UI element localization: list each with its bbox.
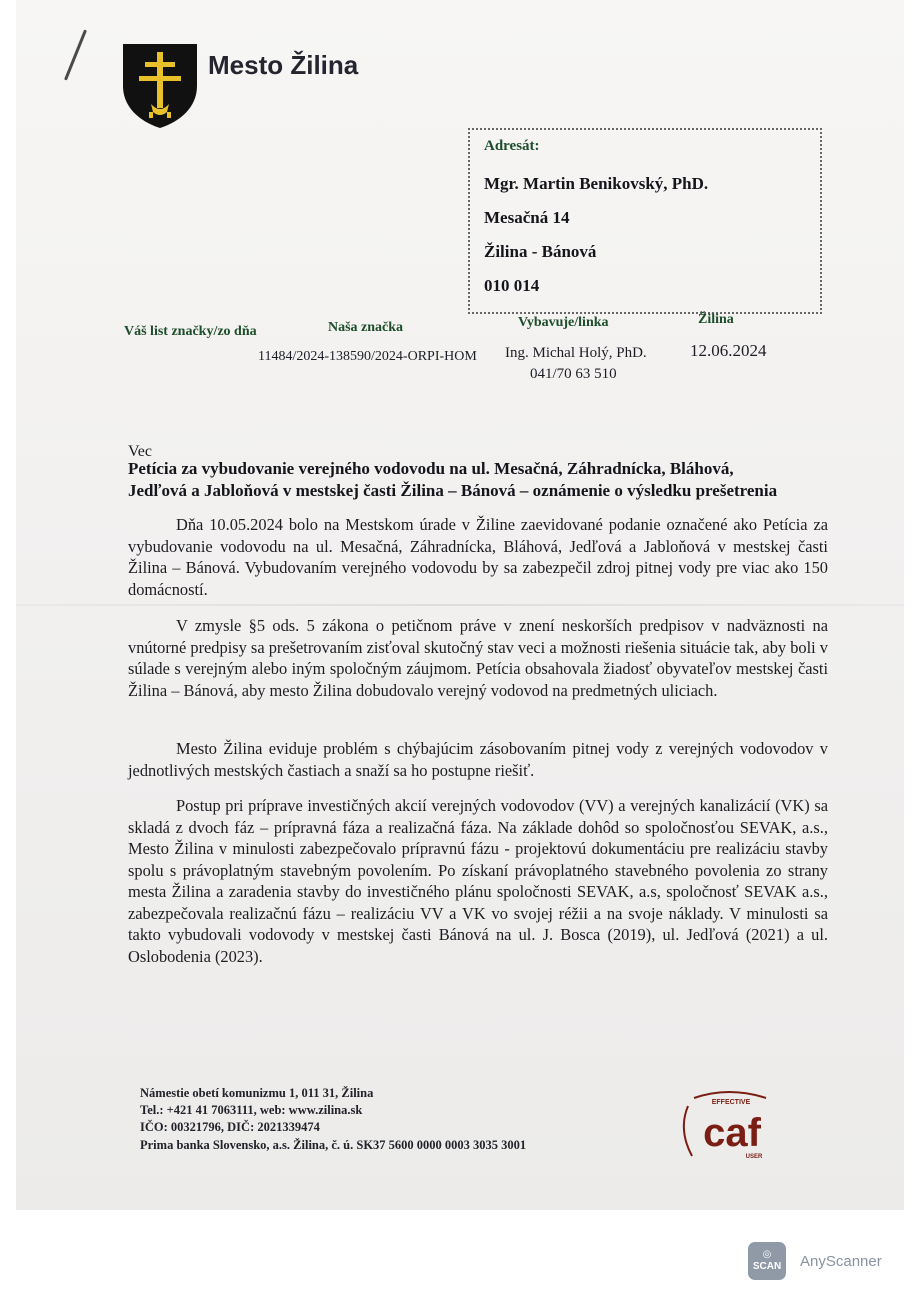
footer-bank: Prima banka Slovensko, a.s. Žilina, č. ú. SK37 5600 0000 0003 3035 3001 <box>140 1138 527 1152</box>
city-crest-icon <box>121 42 199 130</box>
scanner-brand: AnyScanner <box>800 1252 882 1270</box>
addressee-box <box>468 128 822 314</box>
footer-contact: Tel.: +421 41 7063111, web: www.zilina.sk <box>140 1103 363 1117</box>
pen-mark <box>64 29 87 80</box>
addressee-label: Adresát: <box>484 138 540 154</box>
svg-text:USER: USER <box>745 1154 763 1160</box>
subject-line-1: Petícia za vybudovanie verejného vodovodu na ul. Mesačná, Záhradnícka, Bláhová, <box>128 459 734 478</box>
body-paragraph-1: Dňa 10.05.2024 bolo na Mestskom úrade v Žiline zaevidované podanie označené ako Petícia za vybudovanie vodovodu na ul. Mesačná, Záhradnícka, Bláhová, Jedľová a Jabloňová v mestskej časti Žilina – Bánová. Vybudovaním verejného vodovodu by sa zabezpečil zdroj pitnej vody pre viac ako 150 domácností. <box>128 515 828 599</box>
our-ref-label: Naša značka <box>328 320 404 335</box>
subject-keyword: Vec <box>128 443 152 460</box>
place-label: Žilina <box>698 312 734 327</box>
scanner-watermark <box>748 1241 882 1281</box>
subject-line-2: Jedľová a Jabloňová v mestskej časti Žilina – Bánová – oznámenie o výsledku prešetrenia <box>128 481 778 500</box>
letter-page <box>16 0 904 1210</box>
paper-fold <box>16 604 904 606</box>
handled-by-label: Vybavuje/linka <box>518 315 609 330</box>
svg-text:caf: caf <box>703 1111 761 1155</box>
body-paragraph-3: Mesto Žilina eviduje problém s chýbajúcim zásobovaním pitnej vody z verejných vodovodov v jednotlivých mestských častiach a snaží sa ho postupne riešiť. <box>128 739 828 780</box>
footer-address: Námestie obetí komunizmu 1, 011 31, Žilina <box>140 1086 374 1100</box>
addressee-postal-code: 010 014 <box>484 276 540 295</box>
addressee-city: Žilina - Bánová <box>484 242 597 261</box>
handled-by-phone: 041/70 63 510 <box>530 366 617 382</box>
caf-logo-icon <box>674 1090 784 1166</box>
our-ref-value: 11484/2024-138590/2024-ORPI-HOM <box>258 349 477 364</box>
addressee-name: Mgr. Martin Benikovský, PhD. <box>484 174 709 193</box>
body-paragraph-4: Postup pri príprave investičných akcií verejných vodovodov (VV) a verejných kanalizácií (VK) sa skladá z dvoch fáz – prípravná fáza a realizačná fáza. Na základe dohôd so spoločnosťou SEVAK, a.s., Mesto Žilina v minulosti zabezpečovalo prípravnú fázu - projektovú dokumentáciu pre realizáciu stavby spolu s právoplatným stavebným povolením. Po získaní právoplatného stavebného povolenia zo strany mesta Žilina a zaradenia stavby do investičného plánu spoločnosti SEVAK, a.s, spoločnosť SEVAK a.s., zabezpečovala realizačnú fázu – realizáciu VV a VK vo svojej réžii a na svoje náklady. V minulosti sa takto vybudovali vodovody v mestskej časti Bánová na ul. J. Bosca (2019), ul. Jedľová (2021) a ul. Oslobodenia (2023). <box>128 796 828 966</box>
your-letter-label: Váš list značky/zo dňa <box>124 324 257 339</box>
handled-by-name: Ing. Michal Holý, PhD. <box>505 345 647 361</box>
city-name: Mesto Žilina <box>208 50 359 80</box>
letter-date: 12.06.2024 <box>690 341 767 360</box>
svg-text:EFFECTIVE: EFFECTIVE <box>711 1099 751 1106</box>
body-paragraph-2: V zmysle §5 ods. 5 zákona o petičnom práve v znení neskorších predpisov v nadväznosti na vnútorné predpisy sa prešetrovaním zisťoval skutočný stav veci a možnosti riešenia situácie tak, aby boli v súlade s verejným alebo iným spoločným záujmom. Petícia obsahovala žiadosť obyvateľov mestskej časti Žilina – Bánová, aby mesto Žilina dobudovalo verejný vodovod na predmetných uliciach. <box>128 616 828 700</box>
addressee-street: Mesačná 14 <box>484 208 570 227</box>
footer-ids: IČO: 00321796, DIČ: 2021339474 <box>140 1120 320 1134</box>
scan-app-icon: ◎ SCAN <box>748 1242 786 1280</box>
